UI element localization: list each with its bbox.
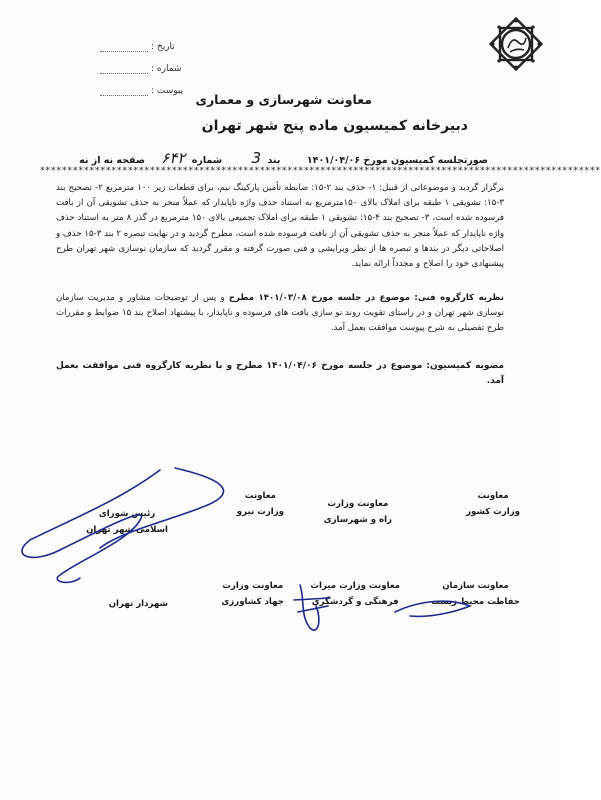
signatory-environment-org: [431, 578, 520, 610]
signatory-title: معاونت: [244, 491, 276, 501]
number-field: [100, 64, 181, 74]
signatory-roads-ministry: [324, 496, 392, 528]
signatory-energy-ministry: [237, 488, 284, 520]
signatory-agriculture-ministry: [221, 578, 284, 610]
signatory-org: راه و شهرسازی: [323, 515, 392, 525]
attachment-field: [100, 86, 183, 96]
date-field: [100, 42, 175, 52]
session-header: [79, 149, 488, 167]
signatory-tehran-mayor: [109, 596, 168, 612]
session-date: ۱۴۰۱/۰۴/۰۶: [306, 155, 361, 166]
paragraph-technical-opinion: [56, 291, 504, 337]
signatory-interior-ministry: [466, 488, 520, 520]
date-label: تاریخ :: [151, 42, 175, 52]
session-prefix: صورتجلسه کمیسیون مورخ: [363, 155, 488, 166]
signatory-org: فرهنگی و گردشگری: [311, 597, 399, 607]
tehran-municipality-logo: [488, 18, 544, 98]
signatory-title: معاونت وزارت: [222, 581, 284, 591]
clause-number: 3: [251, 149, 262, 167]
signatory-title: معاونت وزارت: [327, 499, 389, 509]
technical-opinion-lead: نظریه کارگروه فنی: موضوع در جلسه مورخ ۱۴۰۱/۰۳/۰۸ مطرح: [228, 293, 504, 303]
paragraph-commission-resolution: مصوبه کمیسیون: موضوع در جلسه مورخ ۱۴۰۱/۰۴/۰۶ مطرح و با نظریه کارگروه فنی موافقت بعمل آمد.: [56, 361, 505, 387]
commission-title: دبیرخانه کمیسیون ماده پنج شهر تهران: [201, 118, 468, 134]
signatory-org: جهاد کشاورزی: [221, 597, 284, 607]
signatory-org: اسلامی شهر تهران: [86, 525, 168, 535]
signatory-title: معاونت: [477, 491, 509, 501]
signatory-org: حفاظت محیط زیست: [430, 597, 520, 607]
clause-label: بند: [267, 155, 281, 166]
deputy-title: معاونت شهرسازی و معماری: [195, 92, 372, 107]
separator-stars: ******************************************************************************************************: [40, 166, 601, 176]
number-label: شماره :: [151, 64, 182, 74]
signatory-org: وزارت نیرو: [236, 507, 284, 517]
paragraph-minutes: برگزار گردید و موضوعاتی از قبیل: ۱- حذف بند ۲-۱۵: ضابطه تأمین پارکینگ نیم، برای قطعات زیر ۱۰۰ مترمربع ۲- تصحیح بند ۳-۱۵: تشویقی ۱ طبقه برای املاک بالای ۱۵۰مترمربع به استناد حذف واژه ناپایدار که عملاً منجر به حذف تشویقی آن از بافت فرسوده شده است، ۳- تصحیح بند ۴-۱۵: تشویقی ۱ طبقه برای املاک تجمیعی بالای ۱۵۰ مترمربع در گذر ۸ متر به استناد حذف واژه ناپایدار که عملاً منجر به حذف تشویقی آن از بافت فرسوده شده است، مطرح گردید و در نهایت تبصره ۲ بند ۳-۱۵ حذف و اصلاحاتی دیگر در بندها و تبصره ها از نظر ویرایشی و فنی صورت گرفته و مقرر گردید که سازمان نوسازی شهر تهران طرح پیشنهادی خود را اصلاح و مجدداً ارائه نماید.: [56, 183, 505, 270]
session-number: ۶۴۲: [161, 149, 186, 167]
signatory-title: معاونت وزارت میراث: [310, 581, 400, 591]
attachment-label: پیوست :: [151, 86, 184, 96]
signatory-title: رئیس شورای: [98, 509, 156, 519]
signatory-title: شهردار تهران: [108, 599, 168, 609]
page-info: صفحه نه از نه: [79, 155, 146, 166]
signatory-org: وزارت کشور: [466, 507, 520, 517]
technical-opinion-text: و پس از توضیحات مشاور و مدیریت سازمان نوسازی شهر تهران و در راستای تقویت روند نو سازی بافت های فرسوده و ناپایدار، با پیشنهاد اصلاح بند ۱۵ ضوابط و مقررات طرح تفصیلی به شرح پیوست موافقت بعمل آمد.: [56, 293, 504, 334]
signatory-heritage-ministry: [310, 578, 400, 610]
signatory-title: معاونت سازمان: [442, 581, 509, 591]
number-label-inline: شماره: [191, 155, 223, 166]
signatory-city-council: [86, 506, 168, 538]
